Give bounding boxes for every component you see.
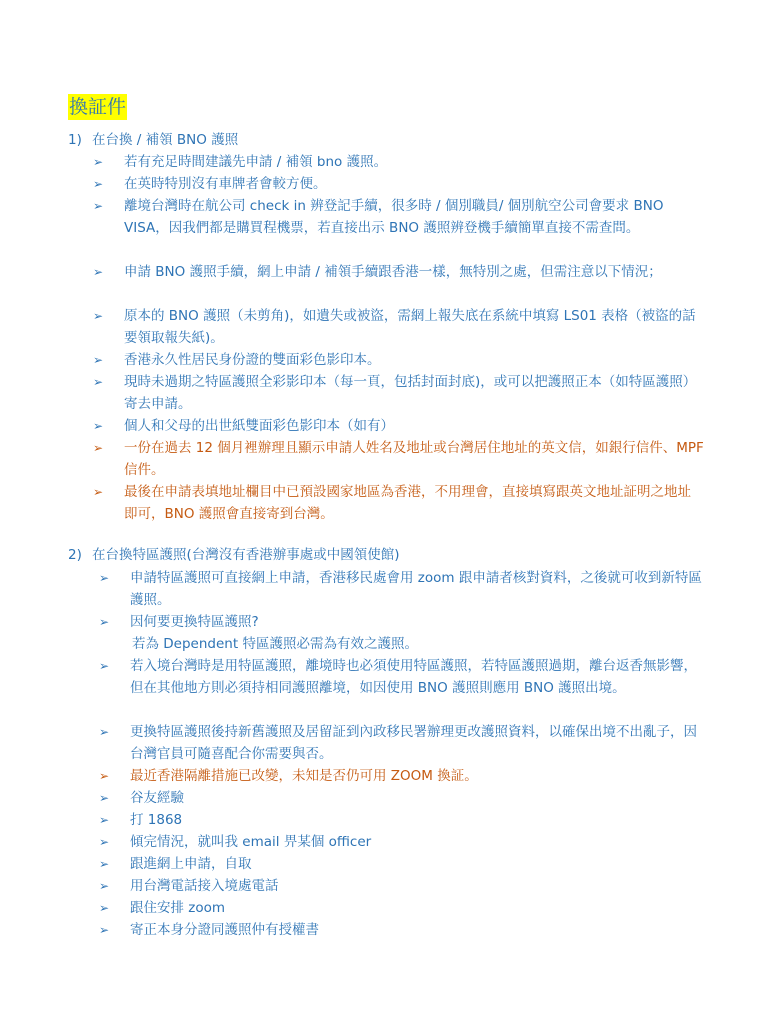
section-2-title: 在台換特區護照(台灣沒有香港辦事處或中國領使館) (92, 547, 400, 563)
list-item (99, 611, 704, 633)
list-item (93, 195, 704, 239)
list-item-text: 若入境台灣時是用特區護照，離境時也必須使用特區護照，若特區護照過期，離台返香無影響，但在其他地方則必須持相同護照離境，如因使用 BNO 護照則應用 BNO 護照出境。 (130, 658, 697, 696)
list-item-text: 原本的 BNO 護照（未剪角)，如遺失或被盜，需網上報失底在系統中填寫 LS01 表格（被盜的話要領取報失紙)。 (124, 308, 696, 346)
list-item-text: 谷友經驗 (130, 790, 184, 806)
arrow-bullet-icon: ➢ (99, 835, 110, 849)
list-item (99, 567, 704, 611)
arrow-bullet-icon: ➢ (93, 441, 104, 455)
list-item-text: 用台灣電話接入境處電話 (130, 878, 279, 894)
arrow-bullet-icon: ➢ (93, 177, 104, 191)
arrow-bullet-icon: ➢ (93, 375, 104, 389)
arrow-bullet-icon: ➢ (93, 155, 104, 169)
note-text: 若為 Dependent 特區護照必需為有效之護照。 (132, 636, 418, 652)
list-item-text: 最近香港隔離措施已改變，未知是否仍可用 ZOOM 換証。 (130, 768, 478, 784)
list-item-text: 在英時特別沒有車牌者會較方便。 (124, 176, 327, 192)
list-item (99, 809, 704, 831)
arrow-bullet-icon: ➢ (99, 879, 110, 893)
arrow-bullet-icon: ➢ (99, 901, 110, 915)
list-item-text: 因何要更換特區護照? (130, 614, 259, 630)
arrow-bullet-icon: ➢ (99, 725, 110, 739)
list-item-text: 更換特區護照後持新舊護照及居留証到內政移民署辦理更改護照資料，以確保出境不出亂子，因台灣官員可隨喜配合你需要與否。 (130, 724, 697, 762)
arrow-bullet-icon: ➢ (93, 485, 104, 499)
list-item (99, 875, 704, 897)
list-item (93, 349, 704, 371)
arrow-bullet-icon: ➢ (99, 791, 110, 805)
list-item-text: 申請 BNO 護照手續，網上申請 / 補領手續跟香港一樣，無特別之處，但需注意以下情況； (124, 264, 662, 280)
arrow-bullet-icon: ➢ (93, 265, 104, 279)
list-item (93, 151, 704, 173)
list-item (99, 919, 704, 941)
list-item-text: 申請特區護照可直接網上申請，香港移民處會用 zoom 跟申請者核對資料，之後就可收到新特區護照。 (130, 570, 702, 608)
list-item (93, 261, 704, 283)
list-item (99, 831, 704, 853)
list-item (93, 305, 704, 349)
list-item (93, 481, 704, 525)
section-1-title: 在台換 / 補領 BNO 護照 (92, 132, 239, 148)
section-1-number: 1) (68, 132, 82, 148)
list-item (99, 853, 704, 875)
list-item (93, 371, 704, 415)
list-item (93, 437, 704, 481)
arrow-bullet-icon: ➢ (93, 199, 104, 213)
list-item-text: 寄正本身分證同護照仲有授權書 (130, 922, 319, 938)
list-item-text: 跟進網上申請，自取 (130, 856, 252, 872)
arrow-bullet-icon: ➢ (99, 571, 110, 585)
list-item (99, 721, 704, 765)
arrow-bullet-icon: ➢ (93, 419, 104, 433)
arrow-bullet-icon: ➢ (99, 923, 110, 937)
list-item-text: 現時未過期之特區護照全彩影印本（每一頁，包括封面封底)，或可以把護照正本（如特區護照）寄去申請。 (124, 374, 697, 412)
arrow-bullet-icon: ➢ (93, 353, 104, 367)
list-item (99, 655, 704, 699)
list-item-text: 傾完情況，就叫我 email 畀某個 officer (130, 834, 372, 850)
list-item-text: 個人和父母的出世紙雙面彩色影印本（如有） (124, 418, 394, 434)
list-item-text: 跟住安排 zoom (130, 900, 226, 916)
list-item-text: 打 1868 (130, 812, 183, 828)
list-item (99, 787, 704, 809)
list-item-text: 一份在過去 12 個月裡辦理且顯示申請人姓名及地址或台灣居住地址的英文信，如銀行信件、MPF 信件。 (124, 440, 704, 478)
arrow-bullet-icon: ➢ (99, 813, 110, 827)
section-1-heading (68, 130, 238, 151)
list-item-text: 香港永久性居民身份證的雙面彩色影印本。 (124, 352, 381, 368)
list-item (99, 897, 704, 919)
arrow-bullet-icon: ➢ (99, 615, 110, 629)
list-item (93, 173, 704, 195)
page-title: 換証件 (69, 96, 127, 118)
arrow-bullet-icon: ➢ (93, 309, 104, 323)
list-item-text: 離境台灣時在航公司 check in 辨登記手續，很多時 / 個別職員/ 個別航空公司會要求 BNO VISA，因我們都是購買程機票，若直接出示 BNO 護照辨登機手續簡單直接不需查問。 (124, 198, 664, 236)
list-item (93, 415, 704, 437)
list-item (99, 765, 704, 787)
section-2-number: 2) (68, 547, 82, 563)
list-item-text: 最後在申請表填地址欄目中已預設國家地區為香港，不用理會，直接填寫跟英文地址証明之地址即可，BNO 護照會直接寄到台灣。 (124, 484, 691, 522)
list-item-text: 若有充足時間建議先申請 / 補領 bno 護照。 (124, 154, 388, 170)
section-2-heading (68, 545, 400, 566)
arrow-bullet-icon: ➢ (99, 769, 110, 783)
arrow-bullet-icon: ➢ (99, 857, 110, 871)
arrow-bullet-icon: ➢ (99, 659, 110, 673)
